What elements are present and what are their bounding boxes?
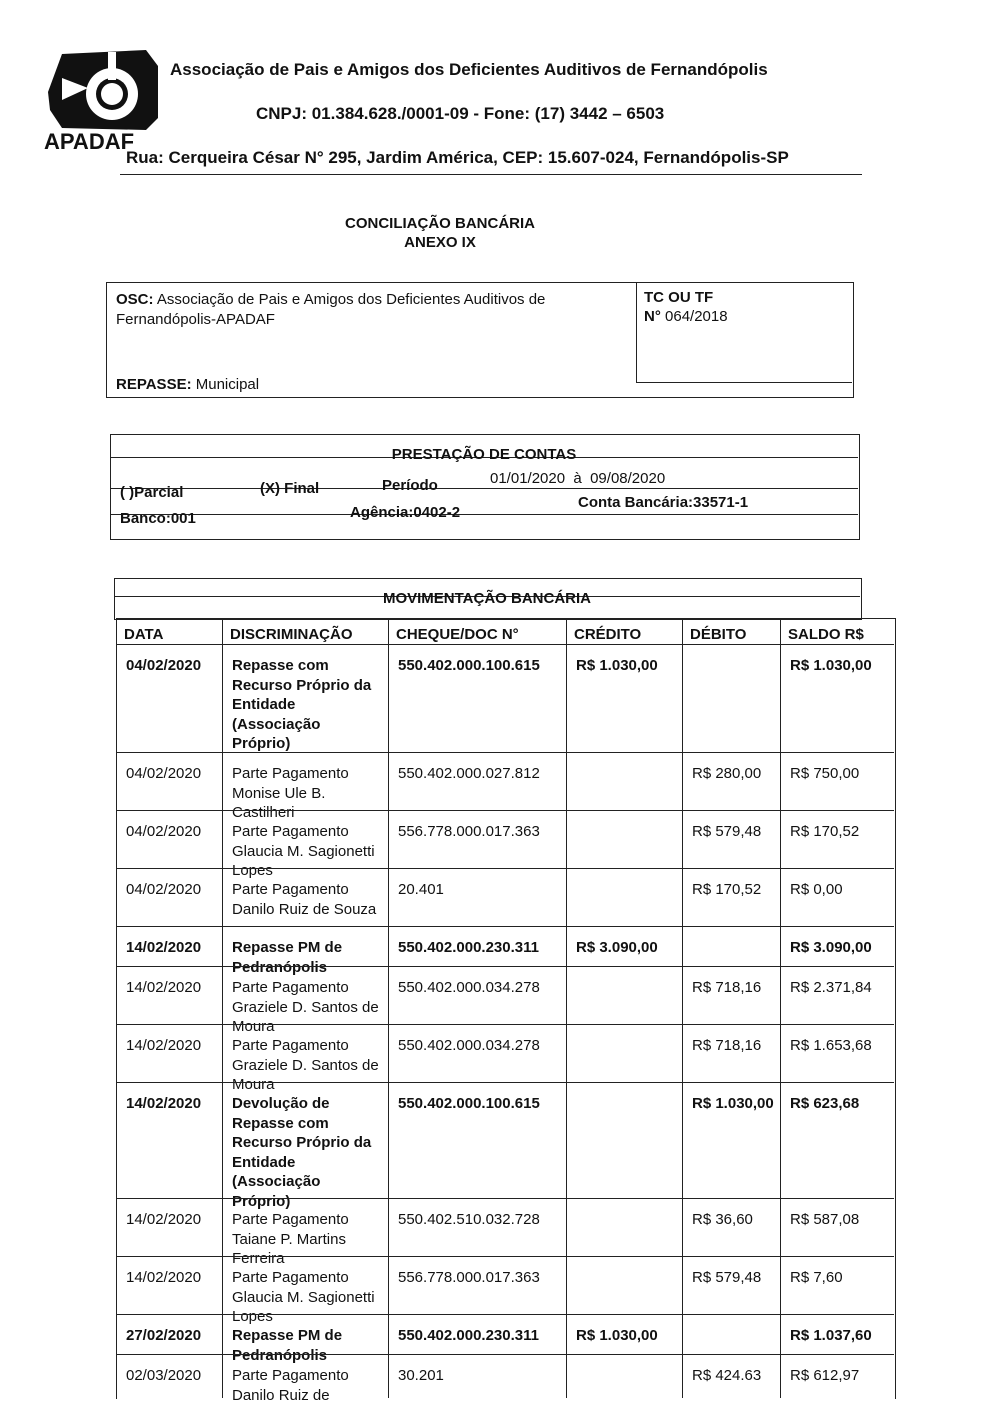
agencia: Agência:0402-2 [350, 504, 461, 521]
repasse-value: Municipal [195, 376, 260, 393]
table-cell-debit: R$ 170,52 [692, 881, 762, 898]
document-title [300, 214, 580, 252]
table-cell-date: 04/02/2020 [126, 657, 202, 674]
table-row-line [116, 1198, 894, 1199]
table-cell-saldo: R$ 750,00 [790, 765, 860, 782]
table-cell-date: 14/02/2020 [126, 979, 202, 996]
table-cell-saldo: R$ 1.037,60 [790, 1327, 872, 1344]
table-cell-doc: 550.402.000.230.311 [398, 1327, 539, 1344]
column-divider [780, 618, 781, 1398]
movimentacao-title: MOVIMENTAÇÃO BANCÁRIA [382, 590, 592, 607]
parcial-option: ( )Parcial [120, 484, 184, 501]
table-row-line [116, 1314, 894, 1315]
table-cell-desc: Parte Pagamento Danilo Ruiz de Souza [232, 881, 377, 918]
table-row-line [116, 1354, 894, 1355]
table-cell-desc: Parte Pagamento Glaucia M. Sagionetti Lopes [232, 823, 375, 879]
table-cell-debit: R$ 718,16 [692, 1037, 762, 1054]
tc-label: TC OU TF [644, 289, 714, 306]
association-name: Associação de Pais e Amigos dos Deficientes Auditivos de Fernandópolis [170, 60, 768, 79]
table-cell-doc: 550.402.000.230.311 [398, 939, 539, 956]
column-divider [222, 618, 223, 1398]
repasse [116, 376, 259, 393]
table-cell-doc: 550.402.000.034.278 [398, 1037, 540, 1054]
table-cell-saldo: R$ 2.371,84 [790, 979, 872, 996]
title-line-1: CONCILIAÇÃO BANCÁRIA [345, 215, 535, 232]
table-cell-desc: Repasse PM de Pedranópolis [232, 1327, 343, 1364]
address: Rua: Cerqueira César N° 295, Jardim América, CEP: 15.607-024, Fernandópolis-SP [126, 148, 789, 167]
table-cell-debit: R$ 579,48 [692, 1269, 762, 1286]
table-cell-date: 14/02/2020 [126, 1095, 202, 1112]
banco: Banco:001 [120, 510, 196, 527]
table-cell-desc: Parte Pagamento Glaucia M. Sagionetti Lopes [232, 1269, 375, 1325]
table-cell-saldo: R$ 623,68 [790, 1095, 860, 1112]
table-cell-desc: Parte Pagamento Graziele D. Santos de Moura [232, 979, 379, 1035]
conta-bancaria: Conta Bancária:33571-1 [578, 494, 749, 511]
table-cell-saldo: R$ 0,00 [790, 881, 843, 898]
table-row-line [116, 926, 894, 927]
table-cell-desc: Repasse PM de Pedranópolis [232, 939, 343, 976]
osc-label: OSC: [116, 291, 154, 308]
column-header: DÉBITO [690, 626, 747, 643]
table-cell-date: 02/03/2020 [126, 1367, 202, 1384]
table-cell-doc: 550.402.000.034.278 [398, 979, 540, 996]
table-cell-date: 04/02/2020 [126, 823, 202, 840]
table-cell-doc: 550.402.000.027.812 [398, 765, 540, 782]
table-cell-debit: R$ 280,00 [692, 765, 762, 782]
table-cell-date: 14/02/2020 [126, 939, 202, 956]
header-divider [120, 174, 862, 175]
title-line-2: ANEXO IX [404, 234, 476, 251]
header-row-line [116, 644, 894, 645]
table-cell-doc: 550.402.000.100.615 [398, 1095, 540, 1112]
table-cell-doc: 556.778.000.017.363 [398, 1269, 540, 1286]
column-header: CRÉDITO [574, 626, 642, 643]
periodo-label: Período [382, 477, 438, 494]
prestacao-title: PRESTAÇÃO DE CONTAS [391, 446, 577, 463]
column-header: CHEQUE/DOC N° [396, 626, 519, 643]
table-cell-debit: R$ 718,16 [692, 979, 762, 996]
table-cell-desc: Repasse com Recurso Próprio da Entidade (Associação Próprio) [232, 657, 372, 752]
column-header: DATA [124, 626, 164, 643]
table-cell-doc: 556.778.000.017.363 [398, 823, 540, 840]
tc-value: N° 064/2018 [644, 308, 728, 325]
table-cell-saldo: R$ 7,60 [790, 1269, 843, 1286]
prestacao-line [110, 514, 858, 515]
table-cell-saldo: R$ 170,52 [790, 823, 860, 840]
tc-tf [644, 288, 728, 326]
table-cell-credit: R$ 1.030,00 [576, 657, 658, 674]
table-cell-doc: 550.402.000.100.615 [398, 657, 540, 674]
table-cell-desc: Devolução de Repasse com Recurso Próprio da Entidade (Associação Próprio) [232, 1095, 372, 1210]
column-header: DISCRIMINAÇÃO [230, 626, 353, 643]
table-cell-debit: R$ 424.63 [692, 1367, 762, 1384]
table-cell-date: 14/02/2020 [126, 1037, 202, 1054]
table-cell-doc: 550.402.510.032.728 [398, 1211, 540, 1228]
table-row-line [116, 1024, 894, 1025]
table-cell-date: 04/02/2020 [126, 765, 202, 782]
table-cell-saldo: R$ 3.090,00 [790, 939, 872, 956]
table-cell-debit: R$ 36,60 [692, 1211, 753, 1228]
table-cell-desc: Parte Pagamento Taiane P. Martins Ferreira [232, 1211, 349, 1267]
table-cell-credit: R$ 1.030,00 [576, 1327, 658, 1344]
column-divider [682, 618, 683, 1398]
logo-wordmark: APADAF [44, 129, 135, 150]
table-cell-saldo: R$ 587,08 [790, 1211, 860, 1228]
table-row-line [116, 966, 894, 967]
table-cell-desc: Parte Pagamento Danilo Ruiz de [232, 1367, 349, 1404]
table-cell-date: 04/02/2020 [126, 881, 202, 898]
table-cell-saldo: R$ 612,97 [790, 1367, 860, 1384]
table-cell-debit: R$ 1.030,00 [692, 1095, 774, 1112]
table-cell-desc: Parte Pagamento Graziele D. Santos de Moura [232, 1037, 379, 1093]
table-row-line [116, 752, 894, 753]
table-cell-debit: R$ 579,48 [692, 823, 762, 840]
table-cell-date: 27/02/2020 [126, 1327, 202, 1344]
table-row-line [116, 810, 894, 811]
table-cell-credit: R$ 3.090,00 [576, 939, 658, 956]
table-row-line [116, 868, 894, 869]
table-cell-date: 14/02/2020 [126, 1211, 202, 1228]
final-option: (X) Final [260, 480, 320, 497]
osc-name [116, 290, 626, 330]
column-divider [388, 618, 389, 1398]
apadaf-logo [42, 48, 160, 150]
table-cell-saldo: R$ 1.030,00 [790, 657, 872, 674]
repasse-label: REPASSE: [116, 376, 192, 393]
table-row-line [116, 1256, 894, 1257]
table-row-line [116, 1082, 894, 1083]
osc-hline [636, 382, 852, 383]
periodo-value: 01/01/2020 à 09/08/2020 [490, 470, 666, 487]
osc-value: Associação de Pais e Amigos dos Deficientes Auditivos de Fernandópolis-APADAF [116, 291, 546, 328]
column-header: SALDO R$ [788, 626, 864, 643]
table-cell-doc: 20.401 [398, 881, 444, 898]
table-cell-saldo: R$ 1.653,68 [790, 1037, 872, 1054]
table-cell-date: 14/02/2020 [126, 1269, 202, 1286]
table-cell-desc: Parte Pagamento Monise Ule B. Castilheri [232, 765, 349, 821]
column-divider [566, 618, 567, 1398]
table-cell-doc: 30.201 [398, 1367, 444, 1384]
prestacao-line [110, 488, 858, 489]
osc-divider [636, 282, 637, 382]
cnpj-phone: CNPJ: 01.384.628./0001-09 - Fone: (17) 3442 – 6503 [256, 104, 665, 123]
